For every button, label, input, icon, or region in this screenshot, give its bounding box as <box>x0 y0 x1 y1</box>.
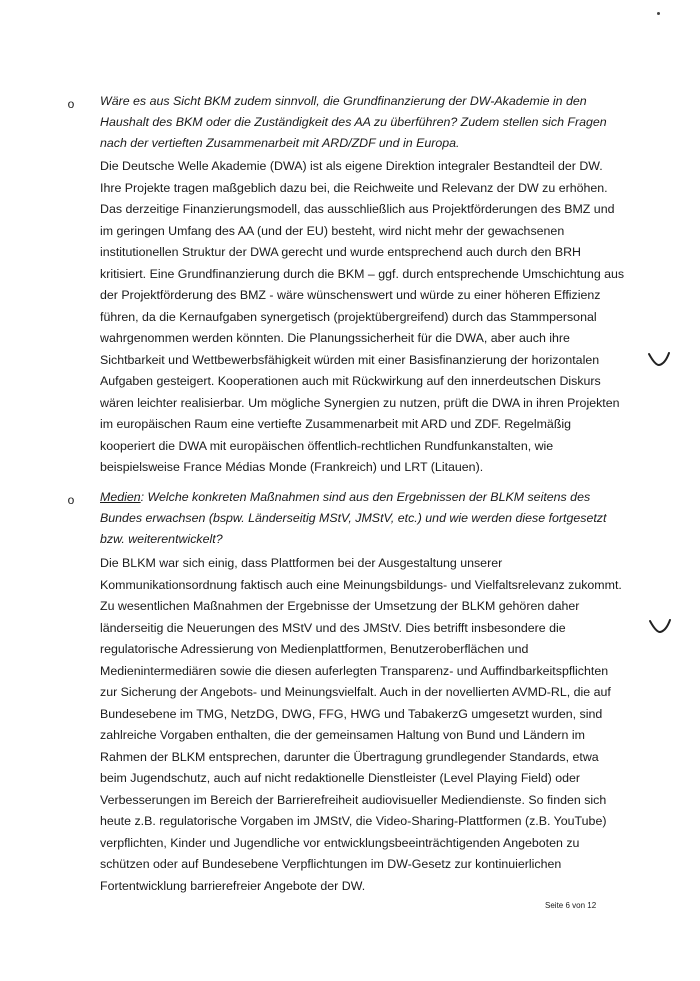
scan-speck <box>657 12 660 15</box>
question-2-label: Medien <box>100 490 141 504</box>
answer-2: Die BLKM war sich einig, dass Plattformen bei der Ausgestaltung unserer Kommunikationsordnung faktisch auch eine Meinungsbildungs- und Vielfaltsrelevanz zukommt. Zu wesentlichen Maßnahmen der Ergebnisse der Umsetzung der BLKM gehören daher länderseitig die Neuerungen des MStV und des JMStV. Dies betrifft insbesondere die regulatorische Adressierung von Medienplattformen, Benutzeroberflächen und Medienintermediären sowie die diesen auferlegten Transparenz- und Auffindbarkeitspflichten zur Sicherung der Angebots- und Meinungsvielfalt. Auch in der novellierten AVMD-RL, die auf Bundesebene im TMG, NetzDG, DWG, FFG, HWG und TabakerzG umgesetzt wurden, sind zahlreiche Vorgaben enthalten, die der gemeinsamen Haltung von Bund und Ländern im Rahmen der BLKM entsprechen, darunter die Übertragung grundlegender Standards, etwa beim Jugendschutz, auch auf nicht redaktionelle Dienstleister (Level Playing Field) oder Verbesserungen im Bereich der Barrierefreiheit audiovisueller Mediendienste. So finden sich heute z.B. regulatorische Vorgaben im JMStV, die Video-Sharing-Plattformen (z.B. YouTube) verpflichten, Kinder und Jugendliche vor entwicklungsbeeinträchtigenden Angeboten zu schützen oder auf Bundesebene Verpflichtungen im DW-Gesetz zur kontinuierlichen Fortentwicklung barrierefreier Angebote der DW. <box>100 556 622 893</box>
answer-1: Die Deutsche Welle Akademie (DWA) ist als eigene Direktion integraler Bestandteil der DW. Ihre Projekte tragen maßgeblich dazu bei, die Reichweite und Relevanz der DW zu erhöhen. Das derzeitige Finanzierungsmodell, das ausschließlich aus Projektförderungen des BMZ und im geringen Umfang des AA (und der EU) besteht, wird nicht mehr der gewachsenen institutionellen Struktur der DWA gerecht und wurde entsprechend auch durch den BRH kritisiert. Eine Grundfinanzierung durch die BKM – ggf. durch entsprechende Umschichtung aus der Projektförderung des BMZ - wäre wünschenswert und würde zu einer höheren Effizienz führen, da die Kernaufgaben synergetisch (projektübergreifend) durch das Stammpersonal wahrgenommen werden könnten. Die Planungssicherheit für die DWA, aber auch ihre Sichtbarkeit und Wettbewerbsfähigkeit würden mit einer Basisfinanzierung der horizontalen Aufgaben gesteigert. Kooperationen auch mit Rückwirkung auf den innerdeutschen Diskurs wären leichter realisierbar. Um mögliche Synergien zu nutzen, prüft die DWA in ihren Projekten im europäischen Raum eine vertiefte Zusammenarbeit mit ARD und ZDF. Regelmäßig kooperiert die DWA mit europäischen öffentlich-rechtlichen Rundfunkanstalten, wie beispielsweise France Médias Monde (Frankreich) und LRT (Litauen). <box>100 159 625 474</box>
page-number: Seite 6 von 12 <box>545 901 597 910</box>
question-1: Wäre es aus Sicht BKM zudem sinnvoll, die Grundfinanzierung der DW-Akademie in den Haushalt des BKM oder die Zuständigkeit des AA zu überführen? Zudem stellen sich Fragen nach der vertieften Zusammenarbeit mit ARD/ZDF und in Europa. <box>100 94 607 150</box>
bullet-marker: o <box>67 97 75 111</box>
bullet-marker: o <box>67 493 75 507</box>
checkmark-icon <box>648 617 672 635</box>
question-2-text: : Welche konkreten Maßnahmen sind aus den Ergebnissen der BLKM seitens des Bundes erwachsen (bspw. Länderseitig MStV, JMStV, etc.) und wie werden diese fortgesetzt bzw. weiterentwickelt? <box>100 490 607 546</box>
checkmark-icon <box>647 350 671 368</box>
question-2 <box>100 487 620 550</box>
